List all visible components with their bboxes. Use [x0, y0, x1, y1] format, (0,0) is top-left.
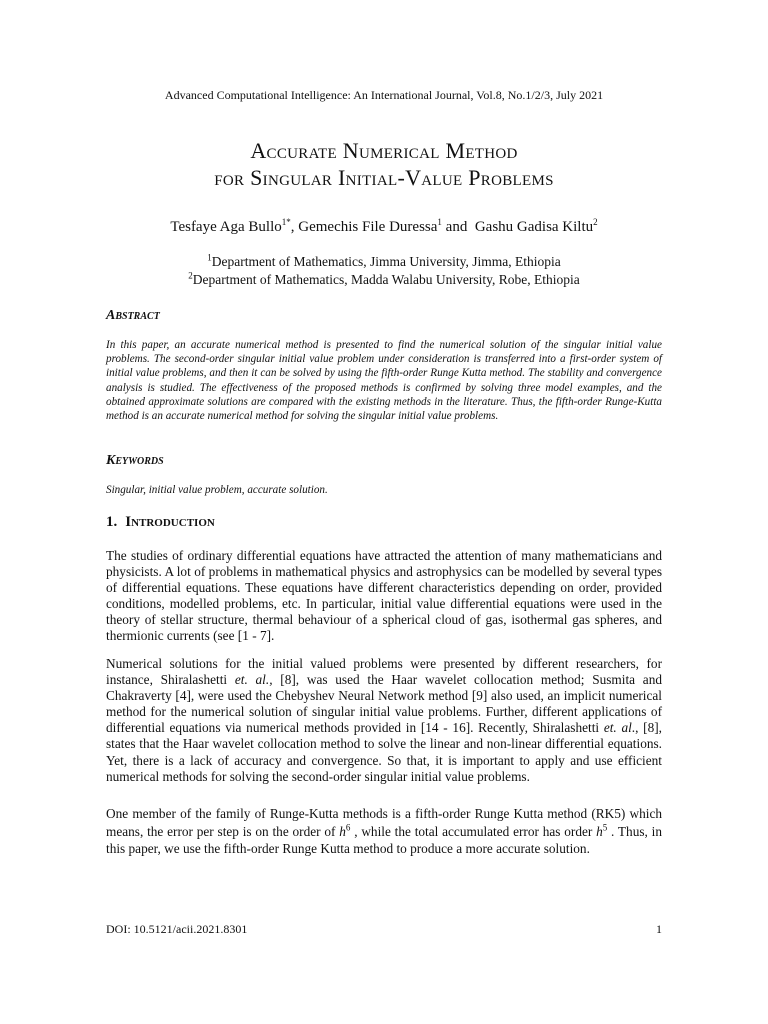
text-run: ., [8], states that the Haar wavelet collocation method to solve the linear and non-linear differential equations. Yet, there is a lack of accuracy and convergence. So that, it is important to apply and use efficient numerical methods for solving the second-order singular initial value problems.	[106, 720, 662, 784]
affiliation	[0, 254, 768, 270]
title-line-1: Accurate Numerical Method	[250, 138, 518, 163]
title-line-2: for Singular Initial-Value Problems	[214, 165, 554, 190]
author-list	[0, 219, 768, 236]
abstract-heading: Abstract	[106, 308, 160, 323]
page-number: 1	[656, 922, 662, 936]
math-exponent: 6	[345, 822, 351, 833]
math-variable: h	[596, 823, 603, 839]
body-paragraph: The studies of ordinary differential equations have attracted the attention of many mathematicians and physicists. A lot of problems in mathematical physics and astrophysics can be modelled by several types of differential equations. These equations have different characteristics depending on order, provided conditions, modelled problems, etc. In particular, initial value differential equations were used in the theory of stellar structure, thermal behaviour of a spherical cloud of gas, isothermal gas spheres, and thermionic currents (see [1 - 7].	[106, 548, 662, 644]
text-run: . Thus, in this paper, we use the fifth-order Runge Kutta method to produce a more accurate solution.	[106, 823, 662, 856]
author-name: Gemechis File Duressa	[298, 219, 438, 235]
abstract-text: In this paper, an accurate numerical method is presented to find the numerical solution of the singular initial value problems. The second-order singular initial value problem under consideration is transferred into a first-order system of initial value problems, and then it can be solved by using the fifth-order Runge Kutta method. The stability and convergence analysis is studied. The effectiveness of the proposed methods is confirmed by solving three model examples, and the obtained approximate solutions are compared with the existing methods in the literature. Thus, the fifth-order Runge-Kutta method is an accurate numerical method for solving the singular initial value problems.	[106, 339, 662, 423]
text-run: , while the total accumulated error has order	[350, 823, 597, 839]
math-variable: h	[339, 823, 346, 839]
affiliation	[0, 272, 768, 288]
section-heading	[106, 514, 215, 531]
author-name: Tesfaye Aga Bullo	[170, 219, 282, 235]
author-marker: 1	[437, 217, 442, 227]
text-run: Numerical solutions for the initial valued problems were presented by different researchers, for instance, Shiralashetti	[106, 656, 662, 688]
affiliation-marker: 1	[207, 252, 212, 263]
doi-footer: DOI: 10.5121/acii.2021.8301	[106, 922, 248, 936]
math-exponent: 5	[602, 822, 608, 833]
affiliation-marker: 2	[188, 270, 193, 281]
keywords-text: Singular, initial value problem, accurate solution.	[106, 484, 328, 496]
body-paragraph	[106, 805, 662, 858]
section-title: Introduction	[125, 514, 215, 530]
text-run: [8], was used the Haar wavelet collocation method; Susmita and Chakraverty [4], were used the Chebyshev Neural Network method [9] also used, an implicit numerical method for the numerical solution of singular initial value problems. Further, different applications of differential equations via numerical methods provided in [14 - 16]. Recently, Shiralashetti	[106, 672, 662, 736]
text-run: One member of the family of Runge-Kutta methods is a fifth-order Runge Kutta method (RK5) which means, the error per step is on the order of	[106, 806, 662, 839]
section-number: 1.	[106, 514, 118, 530]
author-marker: 1*	[281, 217, 291, 227]
affiliation-text: Department of Mathematics, Jimma University, Jimma, Ethiopia	[211, 254, 561, 269]
running-head: Advanced Computational Intelligence: An International Journal, Vol.8, No.1/2/3, July 2021	[164, 88, 604, 102]
keywords-heading: Keywords	[106, 453, 164, 468]
text-run-italic: et. al	[603, 720, 632, 736]
author-marker: 2	[593, 217, 598, 227]
author-separator: ,	[290, 219, 299, 235]
author-separator: and	[441, 219, 475, 235]
body-paragraph	[106, 656, 662, 785]
affiliation-text: Department of Mathematics, Madda Walabu University, Robe, Ethiopia	[192, 272, 580, 287]
author-name: Gashu Gadisa Kiltu	[474, 219, 594, 235]
text-run-italic: et. al.,	[234, 672, 273, 688]
